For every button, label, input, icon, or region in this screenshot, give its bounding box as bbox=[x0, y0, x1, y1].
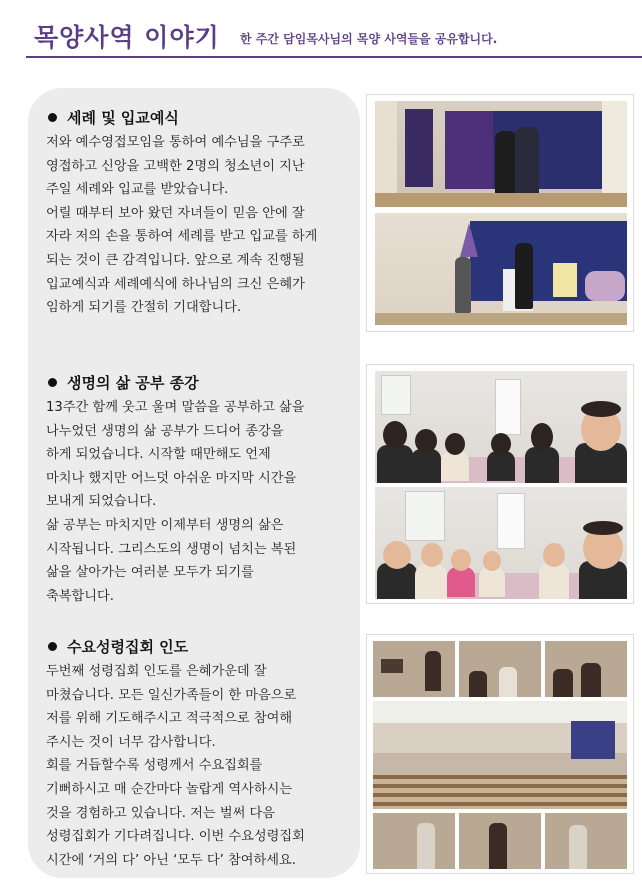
body-line: 회를 거듭할수록 성령께서 수요집회를 bbox=[46, 758, 263, 774]
page-subtitle: 한 주간 담임목사님의 목양 사역들을 공유합니다. bbox=[240, 32, 498, 46]
photo-meeting-2 bbox=[459, 641, 541, 697]
body-line: 보내게 되었습니다. bbox=[46, 494, 157, 510]
body-line: 성령집회가 기다려집니다. 이번 수요성령집회 bbox=[46, 829, 305, 845]
body-line: 시작됩니다. 그리스도의 생명이 넘치는 복된 bbox=[46, 541, 297, 557]
photo-group-2 bbox=[375, 487, 627, 599]
body-line: 마치나 했지만 어느덧 아쉬운 마지막 시간을 bbox=[46, 470, 297, 486]
body-line: 되는 것이 큰 감격입니다. 앞으로 계속 진행될 bbox=[46, 252, 305, 268]
photo-frame-life-study bbox=[366, 364, 634, 604]
body-line: 영접하고 신앙을 고백한 2명의 청소년이 지난 bbox=[46, 158, 305, 174]
section-heading bbox=[46, 370, 346, 394]
body-line: 주일 세례와 입교를 받았습니다. bbox=[46, 182, 229, 198]
bullet-icon bbox=[48, 378, 57, 387]
photo-frame-baptism bbox=[366, 94, 634, 332]
photo-meeting-6 bbox=[545, 813, 627, 869]
photo-meeting-3 bbox=[545, 641, 627, 697]
body-line: 두번째 성령집회 인도를 은혜가운데 잘 bbox=[46, 664, 267, 679]
section-life-study bbox=[46, 370, 346, 608]
photo-baptism-pulpit bbox=[375, 213, 627, 325]
section-heading bbox=[46, 634, 346, 658]
section-baptism bbox=[46, 105, 346, 320]
photo-group-1 bbox=[375, 371, 627, 483]
photo-meeting-5 bbox=[459, 813, 541, 869]
photo-frame-wednesday bbox=[366, 634, 634, 874]
bullet-icon bbox=[48, 113, 57, 122]
body-line: 나누었던 생명의 삶 공부가 드디어 종강을 bbox=[46, 423, 284, 439]
body-line: 주시는 것이 너무 감사합니다. bbox=[46, 734, 216, 750]
page-title: 목양사역 이야기 bbox=[34, 23, 220, 52]
body-line: 임하게 되기를 간절히 기대합니다. bbox=[46, 300, 242, 316]
body-line: 기뻐하시고 매 순간마다 놀랍게 역사하시는 bbox=[46, 781, 293, 797]
body-line: 저와 예수영접모임을 통하여 예수님을 구주로 bbox=[46, 135, 305, 150]
body-line: 것을 경험하고 있습니다. 저는 벌써 다음 bbox=[46, 805, 275, 821]
body-line: 삶을 살아가는 여러분 모두가 되기를 bbox=[46, 565, 254, 581]
body-line: 마쳤습니다. 모든 일신가족들이 한 마음으로 bbox=[46, 687, 297, 703]
section-holy-spirit-meeting bbox=[46, 634, 346, 872]
section-body bbox=[46, 660, 346, 872]
body-line: 자라 저의 손을 통하여 세례를 받고 입교를 하게 bbox=[46, 229, 318, 245]
body-line: 어릴 때부터 보아 왔던 자녀들이 믿음 안에 잘 bbox=[46, 205, 305, 221]
section-title: 세례 및 입교예식 bbox=[67, 108, 179, 127]
body-line: 13주간 함께 웃고 울며 말씀을 공부하고 삶을 bbox=[46, 400, 305, 415]
bullet-icon bbox=[48, 642, 57, 651]
body-line: 하게 되었습니다. 시작할 때만해도 언제 bbox=[46, 447, 271, 463]
section-title: 생명의 삶 공부 종강 bbox=[67, 373, 199, 392]
body-line: 축복합니다. bbox=[46, 588, 114, 604]
section-body bbox=[46, 396, 346, 608]
body-line: 삶 공부는 마치지만 이제부터 생명의 삶은 bbox=[46, 517, 284, 533]
photo-meeting-1 bbox=[373, 641, 455, 697]
page-header bbox=[0, 0, 642, 62]
photo-baptism-stage bbox=[375, 101, 627, 207]
body-line: 저를 위해 기도해주시고 적극적으로 참여해 bbox=[46, 711, 293, 727]
photo-meeting-hall bbox=[373, 701, 627, 809]
header-divider bbox=[26, 56, 642, 58]
photo-meeting-4 bbox=[373, 813, 455, 869]
section-heading bbox=[46, 105, 346, 129]
section-body bbox=[46, 131, 346, 320]
section-title: 수요성령집회 인도 bbox=[67, 637, 189, 656]
body-line: 입교예식과 세례예식에 하나님의 크신 은혜가 bbox=[46, 276, 305, 292]
body-line: 시간에 ‘거의 다’ 아닌 ‘모두 다’ 참여하세요. bbox=[46, 852, 296, 868]
